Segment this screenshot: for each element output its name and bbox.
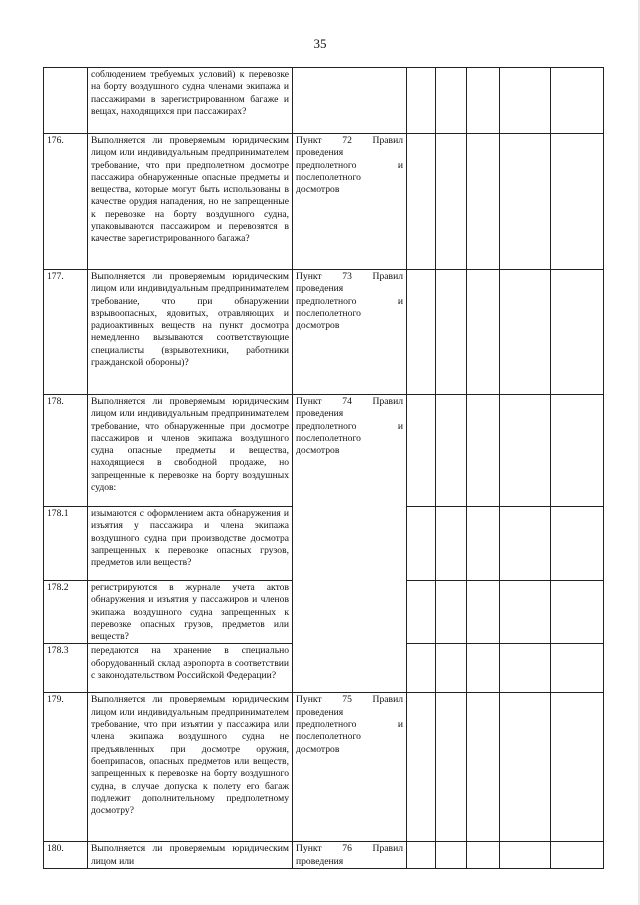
row-number: 178.2 — [44, 581, 88, 644]
notes-cell[interactable] — [500, 134, 551, 270]
checklist-table — [43, 67, 604, 869]
answer-na-cell[interactable] — [467, 270, 500, 395]
answer-no-cell[interactable] — [436, 270, 467, 395]
comment-cell[interactable] — [551, 693, 604, 842]
answer-na-cell[interactable] — [467, 507, 500, 581]
answer-na-cell[interactable] — [467, 693, 500, 842]
answer-no-cell[interactable] — [436, 693, 467, 842]
row-number: 180. — [44, 842, 88, 869]
answer-no-cell[interactable] — [436, 395, 467, 507]
answer-yes-cell[interactable] — [407, 395, 436, 507]
table-row — [44, 842, 604, 869]
comment-cell[interactable] — [551, 395, 604, 507]
answer-no-cell[interactable] — [436, 842, 467, 869]
comment-cell[interactable] — [551, 270, 604, 395]
row-question: Выполняется ли проверяемым юридическим лицом или индивидуальным предпринимателем требование, что при предполетном досмотре пассажира обнаруженные опасные предметы и вещества, которые могут быть использованы в качестве орудия нападения, но не запрещенные к перевозке на борту воздушного судна, упаковываются пассажиром и перевозятся в качестве зарегистрированного багажа? — [88, 134, 293, 270]
answer-na-cell[interactable] — [467, 581, 500, 644]
answer-no-cell[interactable] — [436, 507, 467, 581]
answer-no-cell[interactable] — [436, 68, 467, 134]
notes-cell[interactable] — [500, 842, 551, 869]
notes-cell[interactable] — [500, 644, 551, 693]
comment-cell[interactable] — [551, 842, 604, 869]
row-reference — [293, 644, 407, 693]
row-question: Выполняется ли проверяемым юридическим лицом или — [88, 842, 293, 869]
answer-na-cell[interactable] — [467, 842, 500, 869]
row-reference — [293, 507, 407, 581]
answer-yes-cell[interactable] — [407, 68, 436, 134]
answer-na-cell[interactable] — [467, 134, 500, 270]
table-row — [44, 395, 604, 507]
comment-cell[interactable] — [551, 134, 604, 270]
row-number — [44, 68, 88, 134]
row-reference — [293, 68, 407, 134]
answer-no-cell[interactable] — [436, 644, 467, 693]
row-reference: Пункт 72 Правил проведения предполетного и послеполетного досмотров — [293, 134, 407, 270]
answer-yes-cell[interactable] — [407, 270, 436, 395]
row-number: 176. — [44, 134, 88, 270]
table-row — [44, 134, 604, 270]
notes-cell[interactable] — [500, 693, 551, 842]
row-question: Выполняется ли проверяемым юридическим лицом или индивидуальным предпринимателем требование, что обнаруженные при досмотре пассажиров и членов экипажа воздушного судна опасные предметы и вещества, находящиеся в свободной продаже, но запрещенные к перевозке на борту воздушных судов: — [88, 395, 293, 507]
row-question: соблюдением требуемых условий) к перевозке на борту воздушного судна членами экипажа и пассажирами в зарегистрированном багаже и вещах, находящихся при пассажирах? — [88, 68, 293, 134]
row-question: передаются на хранение в специально оборудованный склад аэропорта в соответствии с законодательством Российской Федерации? — [88, 644, 293, 693]
answer-na-cell[interactable] — [467, 644, 500, 693]
row-question: регистрируются в журнале учета актов обнаружения и изъятия у пассажиров и членов экипажа воздушного судна запрещенных к перевозке опасных грузов, предметов или веществ? — [88, 581, 293, 644]
row-reference — [293, 581, 407, 644]
row-number: 179. — [44, 693, 88, 842]
table-row — [44, 644, 604, 693]
comment-cell[interactable] — [551, 68, 604, 134]
row-reference: Пункт 73 Правил проведения предполетного и послеполетного досмотров — [293, 270, 407, 395]
table-row — [44, 270, 604, 395]
row-question: Выполняется ли проверяемым юридическим лицом или индивидуальным предпринимателем требование, что при обнаружении взрывоопасных, ядовитых, отравляющих и радиоактивных веществ на пункт досмотра немедленно вызываются соответствующие специалисты (взрывотехники, работники гражданской обороны)? — [88, 270, 293, 395]
answer-yes-cell[interactable] — [407, 644, 436, 693]
row-reference: Пункт 74 Правил проведения предполетного и послеполетного досмотров — [293, 395, 407, 507]
answer-yes-cell[interactable] — [407, 581, 436, 644]
answer-yes-cell[interactable] — [407, 842, 436, 869]
table-row — [44, 507, 604, 581]
notes-cell[interactable] — [500, 395, 551, 507]
answer-no-cell[interactable] — [436, 134, 467, 270]
row-number: 178. — [44, 395, 88, 507]
answer-yes-cell[interactable] — [407, 507, 436, 581]
row-question: Выполняется ли проверяемым юридическим лицом или индивидуальным предпринимателем требование, что при изъятии у пассажира или члена экипажа воздушного судна не предъявленных при досмотре оружия, боеприпасов, опасных предметов или веществ, запрещенных к перевозке на борту воздушного судна, в случае допуска к полету его багаж подлежит дополнительному предполетному досмотру? — [88, 693, 293, 842]
answer-no-cell[interactable] — [436, 581, 467, 644]
comment-cell[interactable] — [551, 581, 604, 644]
row-number: 178.3 — [44, 644, 88, 693]
answer-yes-cell[interactable] — [407, 693, 436, 842]
row-reference: Пункт 76 Правил проведения — [293, 842, 407, 869]
comment-cell[interactable] — [551, 644, 604, 693]
row-question: изымаются с оформлением акта обнаружения и изъятия у пассажира и члена экипажа воздушного судна при производстве досмотра запрещенных к перевозке опасных грузов, предметов или веществ? — [88, 507, 293, 581]
notes-cell[interactable] — [500, 507, 551, 581]
row-number: 178.1 — [44, 507, 88, 581]
notes-cell[interactable] — [500, 68, 551, 134]
table-row — [44, 68, 604, 134]
notes-cell[interactable] — [500, 270, 551, 395]
answer-na-cell[interactable] — [467, 395, 500, 507]
row-number: 177. — [44, 270, 88, 395]
answer-na-cell[interactable] — [467, 68, 500, 134]
notes-cell[interactable] — [500, 581, 551, 644]
table-row — [44, 693, 604, 842]
answer-yes-cell[interactable] — [407, 134, 436, 270]
table-row — [44, 581, 604, 644]
comment-cell[interactable] — [551, 507, 604, 581]
page-number: 35 — [313, 36, 327, 51]
row-reference: Пункт 75 Правил проведения предполетного и послеполетного досмотров — [293, 693, 407, 842]
